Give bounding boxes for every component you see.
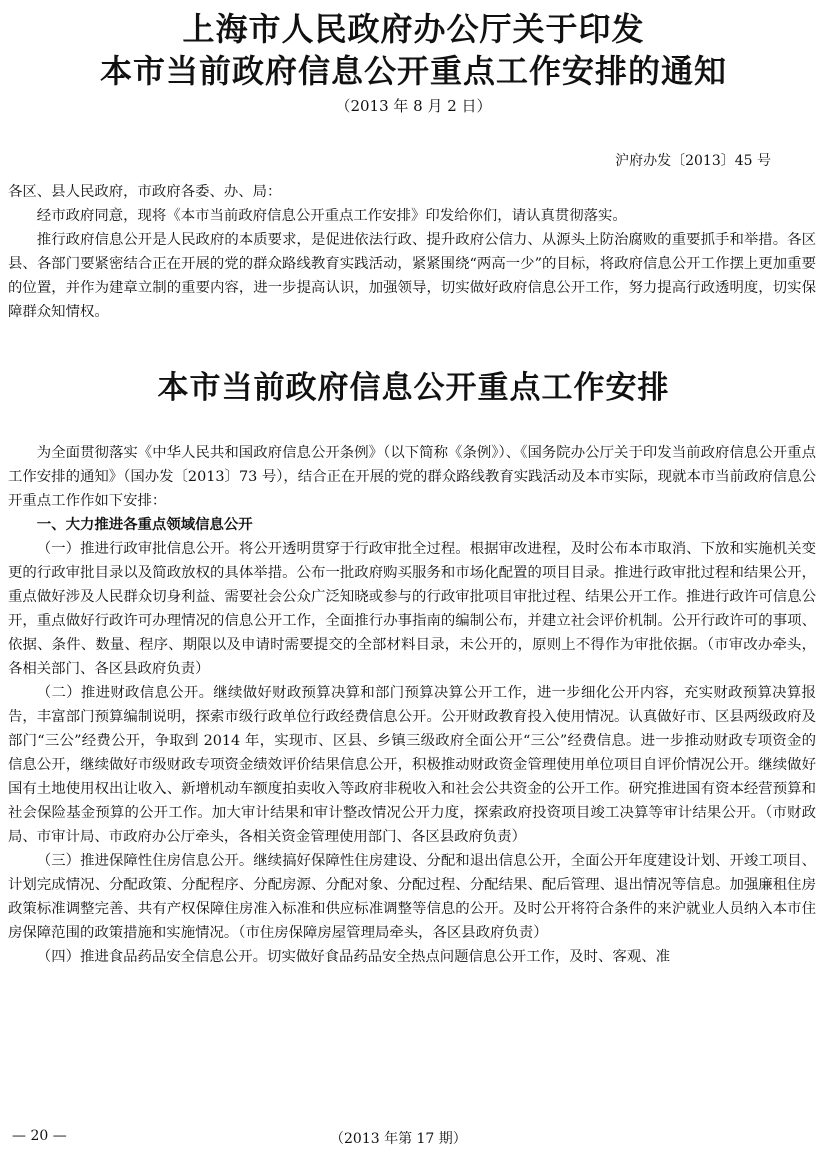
notice-paragraph-1: 经市政府同意，现将《本市当前政府信息公开重点工作安排》印发给你们，请认真贯彻落实。 bbox=[36, 208, 627, 224]
issue-label: （2013 年第 17 期） bbox=[330, 1131, 467, 1147]
addressee-line: 各区、县人民政府，市政府各委、办、局： bbox=[8, 184, 282, 200]
document-title-block bbox=[0, 8, 827, 118]
notice-paragraph-2: 推行政府信息公开是人民政府的本质要求，是促进依法行政、提升政府公信力、从源头上防治腐败的重要抓手和举措。各区县、各部门要紧密结合正在开展的党的群众路线教育实践活动，紧紧围绕“两高一少”的目标，将政府信息公开工作摆上更加重要的位置，并作为建章立制的重要内容，进一步提高认识，加强领导，切实做好政府信息公开工作，努力提高行政透明度，切实保障群众知情权。 bbox=[8, 232, 816, 320]
page-footer bbox=[0, 1128, 827, 1152]
notice-body bbox=[8, 180, 816, 324]
document-title-line-1: 上海市人民政府办公厅关于印发 bbox=[182, 10, 645, 48]
arrangement-title: 本市当前政府信息公开重点工作安排 bbox=[157, 370, 670, 406]
item-4-paragraph: （四）推进食品药品安全信息公开。切实做好食品药品安全热点问题信息公开工作，及时、客观、准 bbox=[36, 949, 670, 965]
page-number: — 20 — bbox=[12, 1128, 67, 1144]
item-1-paragraph: （一）推进行政审批信息公开。将公开透明贯穿于行政审批全过程。根据审改进程，及时公布本市取消、下放和实施机关变更的行政审批目录以及简政放权的具体举措。公布一批政府购买服务和市场化配置的项目目录。推进行政审批过程和结果公开，重点做好涉及人民群众切身利益、需要社会公众广泛知晓或参与的行政审批项目审批过程、结果公开工作。推进行政许可信息公开，重点做好行政许可办理情况的信息公开工作，全面推行办事指南的编制公布，并建立社会评价机制。公开行政许可的事项、依据、条件、数量、程序、期限以及申请时需要提交的全部材料目录，未公开的，原则上不得作为审批依据。（市审改办牵头，各相关部门、各区县政府负责） bbox=[8, 541, 816, 677]
section-1-heading: 一、大力推进各重点领域信息公开 bbox=[36, 517, 253, 533]
document-title-line-2: 本市当前政府信息公开重点工作安排的通知 bbox=[99, 52, 727, 90]
document-date: （2013 年 8 月 2 日） bbox=[335, 97, 492, 115]
arrangement-intro: 为全面贯彻落实《中华人民共和国政府信息公开条例》（以下简称《条例》）、《国务院办公厅关于印发当前政府信息公开重点工作安排的通知》（国办发〔2013〕73 号），结合正在开展的党的群众路线教育实践活动及本市实际，现就本市当前政府信息公开重点工作作如下安排： bbox=[8, 445, 816, 509]
document-number: 沪府办发〔2013〕45 号 bbox=[615, 153, 771, 169]
item-3-paragraph: （三）推进保障性住房信息公开。继续搞好保障性住房建设、分配和退出信息公开，全面公开年度建设计划、开竣工项目、计划完成情况、分配政策、分配程序、分配房源、分配对象、分配过程、分配结果、配后管理、退出情况等信息。加强廉租住房政策标准调整完善、共有产权保障住房准入标准和供应标准调整等信息的公开。及时公开将符合条件的来沪就业人员纳入本市住房保障范围的政策措施和实施情况。（市住房保障房屋管理局牵头，各区县政府负责） bbox=[8, 853, 816, 941]
item-2-paragraph: （二）推进财政信息公开。继续做好财政预算决算和部门预算决算公开工作，进一步细化公开内容，充实财政预算决算报告，丰富部门预算编制说明，探索市级行政单位行政经费信息公开。公开财政教育投入使用情况。认真做好市、区县两级政府及部门“三公”经费公开，争取到 2014 年，实现市、区县、乡镇三级政府全面公开“三公”经费信息。进一步推动财政专项资金的信息公开，继续做好市级财政专项资金绩效评价结果信息公开，积极推动财政资金管理使用单位项目自评价情况公开。继续做好国有土地使用权出让收入、新增机动车额度拍卖收入等政府非税收入和社会公共资金的公开工作。研究推进国有资本经营预算和社会保险基金预算的公开工作。加大审计结果和审计整改情况公开力度，探索政府投资项目竣工决算等审计结果公开。（市财政局、市审计局、市政府办公厅牵头，各相关资金管理使用部门、各区县政府负责） bbox=[8, 685, 816, 845]
arrangement-body bbox=[8, 441, 816, 969]
